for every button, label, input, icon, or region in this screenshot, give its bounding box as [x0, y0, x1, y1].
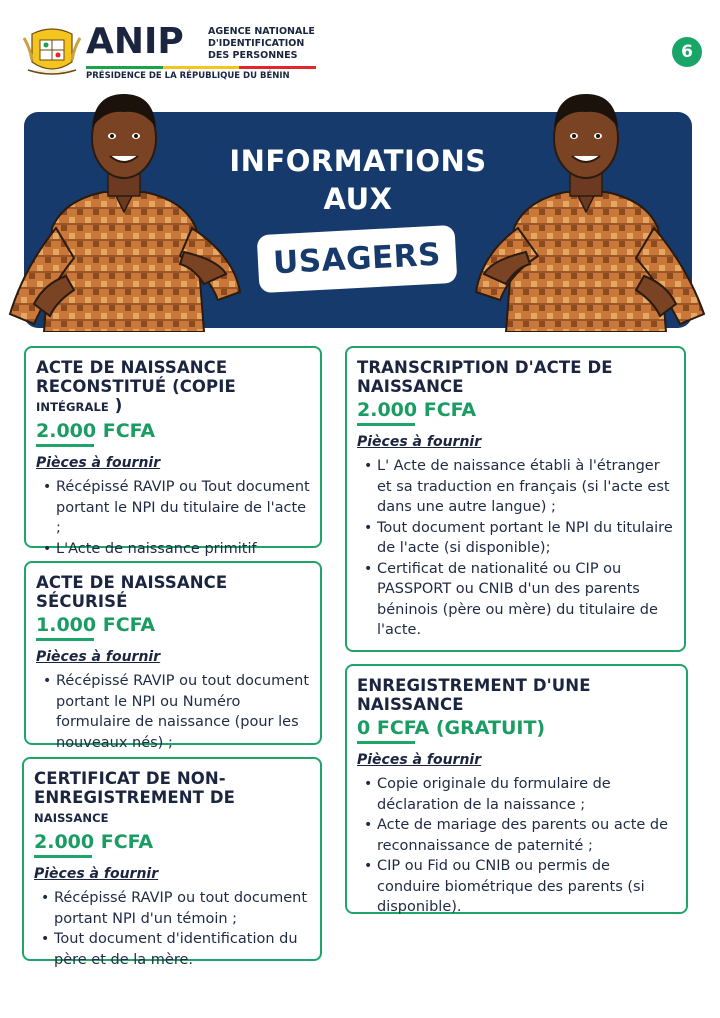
pieces-label: Pièces à fournir	[36, 455, 161, 471]
man-pointing-illustration	[4, 88, 254, 332]
card-title: CERTIFICAT DE NON-ENREGISTREMENT DE NAISSANCE	[34, 769, 236, 825]
price-underline	[34, 855, 92, 858]
price-underline	[36, 444, 94, 447]
list-item: • CIP ou Fid ou CNIB ou permis de conduire biométrique des parents (si disponible).	[377, 856, 676, 918]
card-acte-reconstitue	[24, 346, 322, 557]
pieces-label: Pièces à fournir	[34, 866, 159, 882]
pieces-list	[34, 888, 310, 970]
flag-bar	[86, 66, 316, 69]
list-item: • Tout document portant le NPI du titulaire de l'acte (si disponible);	[377, 518, 674, 559]
card-price: 0 FCFA (GRATUIT)	[357, 717, 546, 739]
benin-coat-of-arms-icon	[22, 24, 82, 80]
list-item: • Récépissé RAVIP ou tout document portant NPI d'un témoin ;	[54, 888, 310, 929]
card-title: ENREGISTREMENT D'UNE NAISSANCE	[357, 676, 591, 714]
header	[22, 20, 322, 86]
banner-title: INFORMATIONS AUX	[229, 144, 487, 216]
list-item: • L' Acte de naissance établi à l'étranger et sa traduction en français (si l'acte est dans une autre langue) ;	[377, 456, 674, 518]
list-item: • Certificat de nationalité ou CIP ou PASSPORT ou CNIB d'un des parents béninois (père ou mère) du titulaire de l'acte.	[377, 559, 674, 641]
card-enregistrement-naissance	[345, 664, 688, 914]
page-number-badge: 6	[672, 37, 702, 67]
list-item: • Tout document d'identification du père et de la mère.	[54, 929, 310, 970]
card-price: 2.000 FCFA	[36, 420, 156, 442]
price-underline	[357, 423, 415, 426]
usagers-highlight: USAGERS	[257, 225, 458, 293]
card-transcription-acte	[345, 346, 686, 652]
pieces-label: Pièces à fournir	[357, 752, 482, 768]
card-title: TRANSCRIPTION D'ACTE DE NAISSANCE	[357, 358, 613, 396]
pieces-label: Pièces à fournir	[357, 434, 482, 450]
card-price: 2.000 FCFA	[357, 399, 477, 421]
card-price: 2.000 FCFA	[34, 831, 154, 853]
presidency-label: PRÉSIDENCE DE LA RÉPUBLIQUE DU BÉNIN	[86, 71, 290, 81]
list-item: • L'Acte de naissance primitif	[56, 539, 310, 580]
card-certificat-non-enregistrement	[22, 757, 322, 968]
price-underline	[357, 741, 415, 744]
agency-name: AGENCE NATIONALE D'IDENTIFICATION DES PERSONNES	[208, 26, 315, 61]
man-pointing-illustration	[466, 88, 716, 332]
list-item: • Acte de mariage des parents ou acte de reconnaissance de paternité ;	[377, 815, 676, 856]
pieces-list	[357, 456, 674, 641]
list-item: • Récépissé RAVIP ou Tout document portant le NPI du titulaire de l'acte ;	[56, 477, 310, 539]
pieces-list	[36, 671, 310, 753]
list-item: • Récépissé RAVIP ou tout document portant le NPI ou Numéro formulaire de naissance (pour les nouveaux nés) ;	[56, 671, 310, 753]
price-underline	[36, 638, 94, 641]
card-title: ACTE DE NAISSANCE SÉCURISÉ	[36, 573, 228, 611]
pieces-list	[357, 774, 676, 918]
card-price: 1.000 FCFA	[36, 614, 156, 636]
card-acte-securise	[24, 561, 322, 751]
list-item: • Copie originale du formulaire de déclaration de la naissance ;	[377, 774, 676, 815]
card-title: ACTE DE NAISSANCE RECONSTITUÉ (COPIE INTÉGRALE )	[36, 358, 236, 415]
anip-logo-text: ANIP	[86, 21, 184, 62]
pieces-label: Pièces à fournir	[36, 649, 161, 665]
